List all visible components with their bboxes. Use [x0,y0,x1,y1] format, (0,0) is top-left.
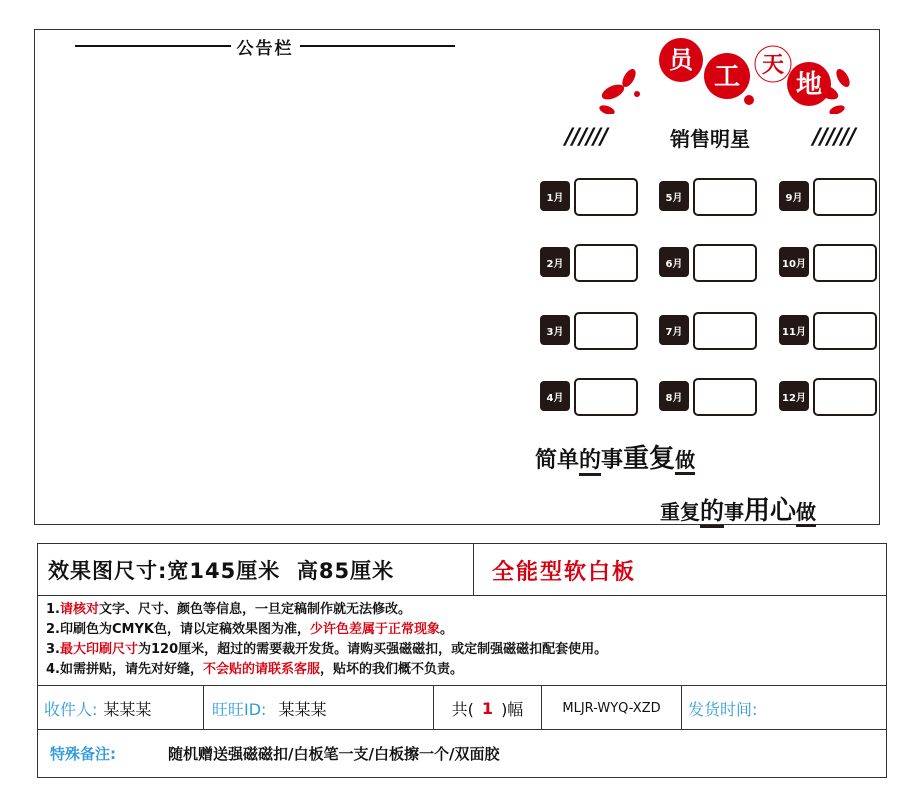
sales-star-title: 销售明星 [670,126,750,151]
slogan1-part-d: 重复 [623,444,676,474]
notice-board-title [75,34,455,58]
month-label: 8月 [659,381,689,411]
note3-num: 3. [46,642,60,657]
month-name-box [813,178,877,216]
size-value: 宽145厘米 高85厘米 [167,559,395,583]
month-label: 6月 [659,247,689,277]
month-label: 5月 [659,181,689,211]
ship-time-label: 发货时间: [688,699,758,719]
slogan-line-2 [660,490,875,526]
receiver-cell [38,686,204,730]
remark-label: 特殊备注: [50,745,116,763]
logo-char-3: 天 [761,53,785,78]
product-type: 全能型软白板 [492,559,637,585]
leaf-left-icon [598,67,640,114]
notice-board-title-text: 公告栏 [236,38,294,59]
month-slot-9 [779,178,877,214]
note4-highlight: 不会贴的请联系客服 [202,662,320,677]
info-row-size [38,544,886,596]
whiteboard-preview [34,29,880,525]
month-label: 11月 [779,315,809,345]
month-label: 10月 [779,247,809,277]
month-slot-12 [779,378,877,414]
slogan1-part-b: 的 [579,448,601,476]
remark-text: 随机赠送强磁磁扣/白板笔一支/白板擦一个/双面胶 [168,745,500,763]
month-slot-4 [540,378,638,414]
info-row-notes [38,596,886,686]
ship-time-cell [682,686,886,730]
month-slot-10 [779,244,877,280]
month-name-box [574,378,638,416]
slogan2-part-b: 的 [700,497,724,528]
slogan1-part-a: 简单 [535,448,580,473]
month-label: 2月 [540,247,570,277]
slogan1-part-c: 事 [601,448,624,473]
month-name-box [693,378,757,416]
staff-corner-logo [587,34,857,114]
order-info-table [37,543,887,778]
month-slot-7 [659,312,757,348]
info-row-remark [38,730,886,777]
month-name-box [813,378,877,416]
note1-highlight: 请核对 [59,602,99,617]
month-slot-8 [659,378,757,414]
month-name-box [813,312,877,350]
month-slot-5 [659,178,757,214]
slogan-line-1 [535,438,755,482]
note3-text: 为120厘米，超过的需要裁开发货。请购买强磁磁扣，或定制强磁磁扣配套使用。 [138,642,608,657]
notes-list [46,600,607,680]
receiver-value: 某某某 [103,699,152,719]
note1-text: 文字、尺寸、颜色等信息，一旦定稿制作就无法修改。 [99,602,412,617]
slogan2-part-f: 做 [796,500,816,527]
count-suffix: )幅 [501,699,524,719]
sales-star-heading [565,122,855,152]
month-name-box [574,244,638,282]
logo-char-4: 地 [795,70,823,100]
month-label: 4月 [540,381,570,411]
title-rule-left [75,45,231,47]
slash-deco-right: ////// [812,124,855,150]
size-cell [38,544,474,596]
month-name-box [574,312,638,350]
month-label: 3月 [540,315,570,345]
month-name-box [693,312,757,350]
month-name-box [693,178,757,216]
receiver-label: 收件人: [44,699,98,719]
title-rule-right [300,45,456,47]
month-slot-1 [540,178,638,214]
info-row-shipping [38,686,886,730]
slogan1-part-e: 做 [675,448,695,475]
product-code: MLJR-WYQ-XZD [542,686,682,730]
note4-end: ，贴坏的我们概不负责。 [320,662,464,677]
note4-text: 4.如需拼贴，请先对好缝， [46,662,203,677]
note3-highlight: 最大印刷尺寸 [59,642,138,657]
size-label: 效果图尺寸: [48,559,168,583]
month-name-box [693,244,757,282]
wangwang-cell [204,686,434,730]
note2-end: 。 [439,622,453,637]
slogan2-part-e: 心 [770,496,797,526]
note2-text: 2.印刷色为CMYK色，请以定稿效果图为准， [46,622,310,637]
month-label: 9月 [779,181,809,211]
month-slot-3 [540,312,638,348]
logo-char-2: 工 [713,62,741,92]
month-name-box [813,244,877,282]
slogan2-part-d: 用 [744,496,771,526]
note1-num: 1. [46,602,60,617]
note-line-2 [46,620,607,640]
note-line-4 [46,660,607,680]
month-name-box [574,178,638,216]
note-line-1 [46,600,607,620]
slogan2-part-c: 事 [724,500,744,524]
wangwang-label: 旺旺ID: [212,699,267,719]
note2-highlight: 少许色差属于正常现象 [309,622,440,637]
count-number: 1 [481,698,494,718]
month-label: 1月 [540,181,570,211]
month-slot-6 [659,244,757,280]
sheet-count-cell [434,686,542,730]
month-slot-11 [779,312,877,348]
month-label: 12月 [779,381,809,411]
month-label: 7月 [659,315,689,345]
slash-deco-left: ////// [565,124,608,150]
logo-char-1: 员 [669,46,693,74]
note-line-3 [46,640,607,660]
slogan2-part-a: 重复 [660,500,700,524]
wangwang-value: 某某某 [278,699,327,719]
month-slot-2 [540,244,638,280]
count-prefix: 共( [451,699,474,719]
